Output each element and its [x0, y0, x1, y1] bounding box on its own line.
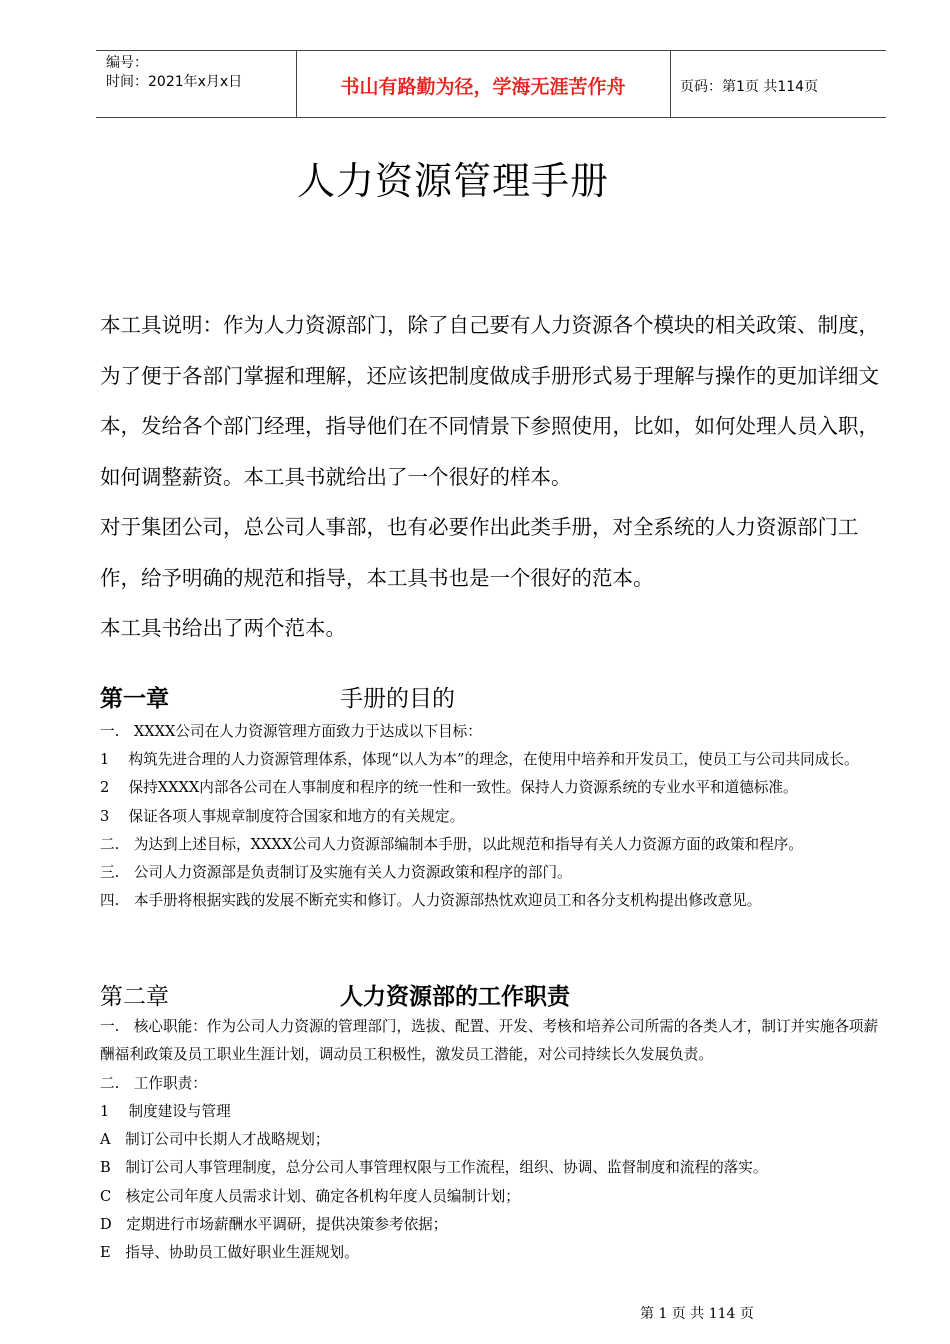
header-meta [106, 54, 242, 92]
chapter-paragraph: 3 保证各项人事规章制度符合国家和地方的有关规定。 [100, 807, 465, 825]
chapter-paragraph: E 指导、协助员工做好职业生涯规划。 [100, 1244, 359, 1262]
chapter-number: 第二章 [100, 984, 169, 1010]
chapter-paragraph: 1 制度建设与管理 [100, 1102, 231, 1120]
chapter-paragraph: D 定期进行市场薪酬水平调研，提供决策参考依据； [100, 1216, 448, 1234]
chapter-paragraph: 一. 核心职能：作为公司人力资源的管理部门，选拔、配置、开发、考核和培养公司所需的各类人才，制订并实施各项薪酬福利政策及员工职业生涯计划，调动员工积极性，激发员工潜能，对公司持续长久发展负责。 [100, 1018, 879, 1064]
chapter-paragraph: 一. XXXX公司在人力资源管理方面致力于达成以下目标： [100, 723, 482, 740]
document-title-wrap [0, 150, 950, 205]
chapter-paragraph: 2 保持XXXX内部各公司在人事制度和程序的统一性和一致性。保持人力资源系统的专业水平和道德标准。 [100, 779, 798, 797]
chapter-paragraph: 1 构筑先进合理的人力资源管理体系，体现“以人为本”的理念，在使用中培养和开发员工，使员工与公司共同成长。 [100, 751, 859, 769]
chapter-paragraph: C 核定公司年度人员需求计划、确定各机构年度人员编制计划； [100, 1187, 520, 1205]
header-motto: 书山有路勤为径，学海无涯苦作舟 [340, 76, 626, 98]
header-top-rule [96, 50, 886, 51]
chapter-1-heading [100, 680, 455, 713]
header-divider [670, 50, 671, 118]
header-time-label: 时间：2021年x月x日 [106, 74, 243, 90]
header-number-label: 编号： [106, 55, 148, 71]
chapter-paragraph: 二. 工作职责： [100, 1074, 207, 1092]
chapter-name: 人力资源部的工作职责 [340, 983, 570, 1010]
intro-paragraph: 本工具书给出了两个范本。 [100, 616, 346, 640]
intro-section [100, 300, 888, 654]
chapter-paragraph: 二. 为达到上述目标，XXXX公司人力资源部编制本手册，以此规范和指导有关人力资源方面的政策和程序。 [100, 835, 803, 853]
chapter-name: 手册的目的 [340, 686, 455, 712]
header-page-info: 页码：第1页 共114页 [680, 79, 819, 95]
chapter-paragraph: A 制订公司中长期人才战略规划； [100, 1131, 330, 1149]
chapter-paragraph: B 制订公司人事管理制度，总分公司人事管理权限与工作流程，组织、协调、监督制度和流程的落实。 [100, 1159, 768, 1177]
chapter-paragraph: 四. 本手册将根据实践的发展不断充实和修订。人力资源部热忱欢迎员工和各分支机构提出修改意见。 [100, 892, 762, 910]
chapter-2-body [100, 1013, 890, 1268]
header-bottom-rule [96, 117, 886, 118]
document-title: 人力资源管理手册 [296, 159, 609, 203]
intro-paragraph: 对于集团公司，总公司人事部，也有必要作出此类手册，对全系统的人力资源部门工作，给予明确的规范和指导，本工具书也是一个很好的范本。 [100, 515, 859, 590]
intro-paragraph: 本工具说明：作为人力资源部门，除了自己要有人力资源各个模块的相关政策、制度，为了便于各部门掌握和理解，还应该把制度做成手册形式易于理解与操作的更加详细文本，发给各个部门经理，指导他们在不同情景下参照使用，比如，如何处理人员入职，如何调整薪资。本工具书就给出了一个很好的样本。 [100, 313, 879, 489]
page-footer: 第 1 页 共 114 页 [640, 1306, 754, 1322]
document-header [96, 50, 886, 118]
chapter-2-heading [100, 978, 570, 1011]
chapter-1-body [100, 718, 890, 915]
chapter-number: 第一章 [100, 685, 169, 712]
chapter-paragraph: 三. 公司人力资源部是负责制订及实施有关人力资源政策和程序的部门。 [100, 864, 572, 882]
